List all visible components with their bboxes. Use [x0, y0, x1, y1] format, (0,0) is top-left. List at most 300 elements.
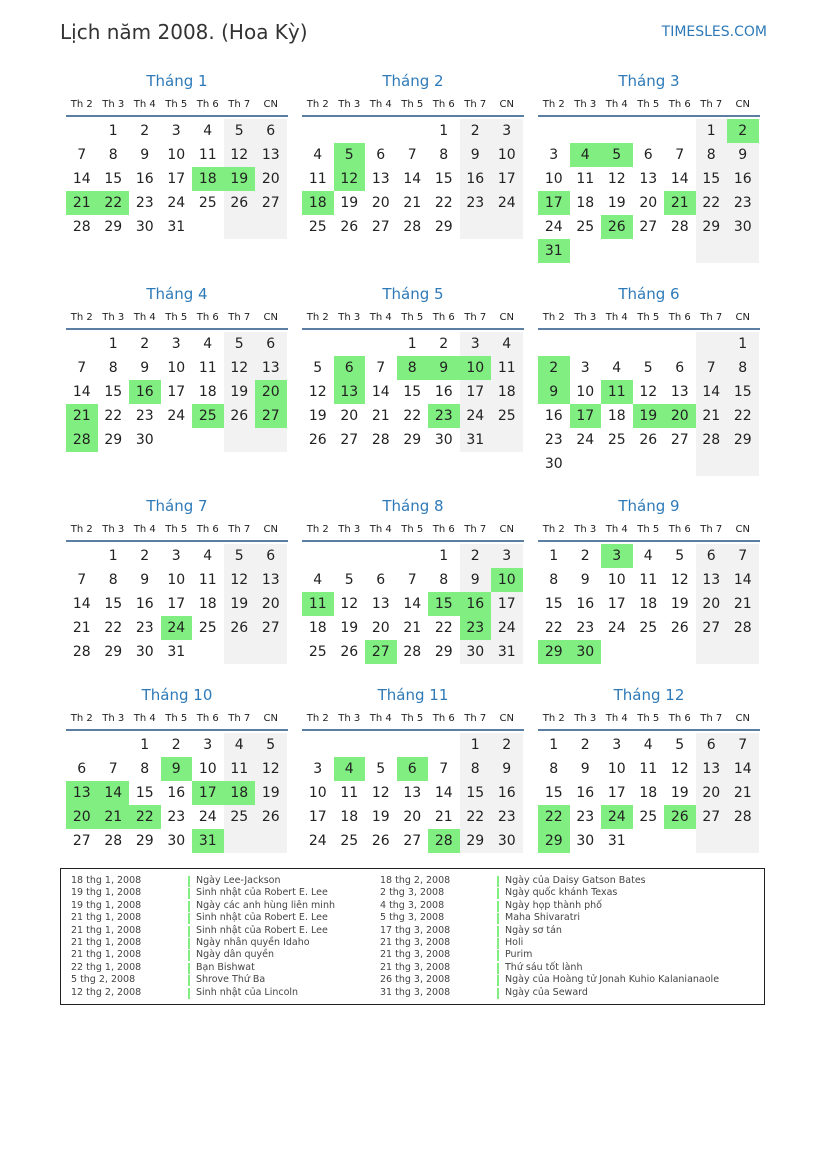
- day-cell[interactable]: 3: [171, 336, 181, 352]
- day-cell[interactable]: 10: [198, 761, 217, 777]
- day-cell[interactable]: 12: [371, 785, 390, 801]
- day-cell[interactable]: 28: [66, 428, 98, 452]
- day-cell[interactable]: 29: [538, 640, 570, 664]
- day-cell[interactable]: 13: [639, 171, 658, 187]
- day-cell[interactable]: 1: [727, 332, 759, 356]
- day-cell[interactable]: 7: [407, 147, 417, 163]
- day-cell[interactable]: 31: [460, 428, 492, 452]
- day-cell[interactable]: 13: [66, 781, 98, 805]
- day-cell[interactable]: 3: [313, 761, 323, 777]
- day-cell[interactable]: 13: [403, 785, 422, 801]
- day-cell[interactable]: 15: [104, 171, 123, 187]
- day-cell[interactable]: 14: [72, 171, 91, 187]
- day-cell[interactable]: 9: [491, 757, 523, 781]
- day-cell[interactable]: 25: [491, 404, 523, 428]
- day-cell[interactable]: 21: [66, 191, 98, 215]
- day-cell[interactable]: 14: [727, 757, 759, 781]
- day-cell[interactable]: 12: [224, 568, 256, 592]
- day-cell[interactable]: 14: [727, 568, 759, 592]
- day-cell[interactable]: 23: [460, 191, 492, 215]
- day-cell[interactable]: 21: [696, 404, 728, 428]
- day-cell[interactable]: 29: [104, 644, 123, 660]
- day-cell[interactable]: 12: [334, 167, 366, 191]
- day-cell[interactable]: 25: [198, 620, 217, 636]
- day-cell[interactable]: 22: [129, 805, 161, 829]
- day-cell[interactable]: 5: [334, 143, 366, 167]
- day-cell[interactable]: 2: [439, 336, 449, 352]
- day-cell[interactable]: 26: [255, 805, 287, 829]
- day-cell[interactable]: 24: [491, 191, 523, 215]
- day-cell[interactable]: 27: [696, 616, 728, 640]
- day-cell[interactable]: 14: [72, 596, 91, 612]
- day-cell[interactable]: 16: [460, 167, 492, 191]
- day-cell[interactable]: 4: [570, 143, 602, 167]
- day-cell[interactable]: 29: [403, 432, 422, 448]
- day-cell[interactable]: 23: [135, 408, 154, 424]
- day-cell[interactable]: 7: [696, 356, 728, 380]
- day-cell[interactable]: 1: [439, 548, 449, 564]
- day-cell[interactable]: 15: [135, 785, 154, 801]
- day-cell[interactable]: 12: [670, 572, 689, 588]
- day-cell[interactable]: 10: [460, 356, 492, 380]
- day-cell[interactable]: 22: [727, 404, 759, 428]
- day-cell[interactable]: 19: [670, 596, 689, 612]
- day-cell[interactable]: 5: [224, 332, 256, 356]
- day-cell[interactable]: 29: [727, 428, 759, 452]
- day-cell[interactable]: 19: [633, 404, 665, 428]
- day-cell[interactable]: 16: [544, 408, 563, 424]
- day-cell[interactable]: 1: [549, 737, 559, 753]
- day-cell[interactable]: 27: [72, 833, 91, 849]
- day-cell[interactable]: 3: [601, 544, 633, 568]
- day-cell[interactable]: 18: [198, 596, 217, 612]
- day-cell[interactable]: 16: [576, 785, 595, 801]
- day-cell[interactable]: 16: [491, 781, 523, 805]
- day-cell[interactable]: 18: [340, 809, 359, 825]
- day-cell[interactable]: 17: [491, 592, 523, 616]
- day-cell[interactable]: 2: [491, 733, 523, 757]
- day-cell[interactable]: 25: [224, 805, 256, 829]
- day-cell[interactable]: 12: [639, 384, 658, 400]
- day-cell[interactable]: 21: [727, 592, 759, 616]
- day-cell[interactable]: 24: [167, 408, 186, 424]
- day-cell[interactable]: 25: [340, 833, 359, 849]
- day-cell[interactable]: 20: [340, 408, 359, 424]
- day-cell[interactable]: 11: [576, 171, 595, 187]
- day-cell[interactable]: 4: [491, 332, 523, 356]
- day-cell[interactable]: 23: [428, 404, 460, 428]
- day-cell[interactable]: 11: [224, 757, 256, 781]
- day-cell[interactable]: 22: [98, 191, 130, 215]
- day-cell[interactable]: 8: [397, 356, 429, 380]
- day-cell[interactable]: 28: [403, 644, 422, 660]
- day-cell[interactable]: 1: [108, 336, 118, 352]
- day-cell[interactable]: 7: [675, 147, 685, 163]
- day-cell[interactable]: 8: [140, 761, 150, 777]
- day-cell[interactable]: 14: [371, 384, 390, 400]
- day-cell[interactable]: 6: [675, 360, 685, 376]
- day-cell[interactable]: 28: [670, 219, 689, 235]
- day-cell[interactable]: 18: [224, 781, 256, 805]
- day-cell[interactable]: 26: [371, 833, 390, 849]
- day-cell[interactable]: 16: [576, 596, 595, 612]
- day-cell[interactable]: 20: [639, 195, 658, 211]
- day-cell[interactable]: 8: [549, 761, 559, 777]
- day-cell[interactable]: 20: [403, 809, 422, 825]
- day-cell[interactable]: 2: [538, 356, 570, 380]
- day-cell[interactable]: 6: [376, 147, 386, 163]
- day-cell[interactable]: 23: [135, 195, 154, 211]
- day-cell[interactable]: 2: [580, 548, 590, 564]
- day-cell[interactable]: 4: [203, 123, 213, 139]
- day-cell[interactable]: 14: [670, 171, 689, 187]
- day-cell[interactable]: 14: [403, 596, 422, 612]
- day-cell[interactable]: 12: [224, 143, 256, 167]
- day-cell[interactable]: 17: [607, 785, 626, 801]
- day-cell[interactable]: 22: [104, 408, 123, 424]
- day-cell[interactable]: 8: [108, 360, 118, 376]
- day-cell[interactable]: 20: [255, 592, 287, 616]
- day-cell[interactable]: 18: [302, 191, 334, 215]
- day-cell[interactable]: 15: [104, 596, 123, 612]
- day-cell[interactable]: 4: [224, 733, 256, 757]
- day-cell[interactable]: 25: [308, 219, 327, 235]
- day-cell[interactable]: 6: [255, 544, 287, 568]
- day-cell[interactable]: 20: [696, 592, 728, 616]
- day-cell[interactable]: 28: [727, 616, 759, 640]
- day-cell[interactable]: 27: [255, 191, 287, 215]
- day-cell[interactable]: 30: [727, 215, 759, 239]
- day-cell[interactable]: 10: [308, 785, 327, 801]
- day-cell[interactable]: 6: [255, 332, 287, 356]
- day-cell[interactable]: 5: [344, 572, 354, 588]
- day-cell[interactable]: 4: [643, 737, 653, 753]
- day-cell[interactable]: 9: [140, 147, 150, 163]
- day-cell[interactable]: 29: [434, 644, 453, 660]
- day-cell[interactable]: 18: [308, 620, 327, 636]
- day-cell[interactable]: 8: [727, 356, 759, 380]
- day-cell[interactable]: 19: [224, 380, 256, 404]
- day-cell[interactable]: 2: [140, 548, 150, 564]
- day-cell[interactable]: 21: [403, 195, 422, 211]
- day-cell[interactable]: 28: [371, 432, 390, 448]
- day-cell[interactable]: 12: [607, 171, 626, 187]
- day-cell[interactable]: 11: [491, 356, 523, 380]
- day-cell[interactable]: 1: [407, 336, 417, 352]
- day-cell[interactable]: 5: [224, 119, 256, 143]
- day-cell[interactable]: 20: [255, 167, 287, 191]
- day-cell[interactable]: 9: [460, 568, 492, 592]
- day-cell[interactable]: 1: [439, 123, 449, 139]
- day-cell[interactable]: 5: [675, 737, 685, 753]
- day-cell[interactable]: 2: [727, 119, 759, 143]
- day-cell[interactable]: 24: [308, 833, 327, 849]
- day-cell[interactable]: 30: [491, 829, 523, 853]
- day-cell[interactable]: 30: [434, 432, 453, 448]
- day-cell[interactable]: 11: [302, 592, 334, 616]
- day-cell[interactable]: 30: [576, 833, 595, 849]
- day-cell[interactable]: 21: [727, 781, 759, 805]
- day-cell[interactable]: 3: [491, 119, 523, 143]
- day-cell[interactable]: 21: [72, 620, 91, 636]
- day-cell[interactable]: 13: [255, 356, 287, 380]
- day-cell[interactable]: 31: [538, 239, 570, 263]
- day-cell[interactable]: 22: [538, 805, 570, 829]
- day-cell[interactable]: 26: [224, 404, 256, 428]
- day-cell[interactable]: 23: [544, 432, 563, 448]
- day-cell[interactable]: 28: [403, 219, 422, 235]
- day-cell[interactable]: 8: [460, 757, 492, 781]
- day-cell[interactable]: 17: [538, 191, 570, 215]
- day-cell[interactable]: 9: [580, 761, 590, 777]
- day-cell[interactable]: 3: [549, 147, 559, 163]
- day-cell[interactable]: 10: [491, 143, 523, 167]
- site-link[interactable]: TIMESLES.COM: [661, 24, 767, 40]
- day-cell[interactable]: 13: [334, 380, 366, 404]
- day-cell[interactable]: 6: [334, 356, 366, 380]
- day-cell[interactable]: 28: [72, 219, 91, 235]
- day-cell[interactable]: 17: [167, 384, 186, 400]
- day-cell[interactable]: 7: [77, 147, 87, 163]
- day-cell[interactable]: 21: [403, 620, 422, 636]
- day-cell[interactable]: 6: [696, 544, 728, 568]
- day-cell[interactable]: 29: [104, 219, 123, 235]
- day-cell[interactable]: 19: [670, 785, 689, 801]
- day-cell[interactable]: 3: [171, 123, 181, 139]
- day-cell[interactable]: 30: [135, 432, 154, 448]
- day-cell[interactable]: 15: [544, 596, 563, 612]
- day-cell[interactable]: 13: [255, 143, 287, 167]
- day-cell[interactable]: 17: [192, 781, 224, 805]
- day-cell[interactable]: 30: [135, 219, 154, 235]
- day-cell[interactable]: 20: [371, 620, 390, 636]
- day-cell[interactable]: 20: [66, 805, 98, 829]
- day-cell[interactable]: 13: [696, 568, 728, 592]
- day-cell[interactable]: 5: [376, 761, 386, 777]
- day-cell[interactable]: 14: [434, 785, 453, 801]
- day-cell[interactable]: 3: [460, 332, 492, 356]
- day-cell[interactable]: 3: [580, 360, 590, 376]
- day-cell[interactable]: 7: [727, 733, 759, 757]
- day-cell[interactable]: 13: [371, 171, 390, 187]
- day-cell[interactable]: 25: [308, 644, 327, 660]
- day-cell[interactable]: 7: [727, 544, 759, 568]
- day-cell[interactable]: 28: [428, 829, 460, 853]
- day-cell[interactable]: 12: [224, 356, 256, 380]
- day-cell[interactable]: 12: [308, 384, 327, 400]
- day-cell[interactable]: 10: [167, 572, 186, 588]
- day-cell[interactable]: 16: [460, 592, 492, 616]
- day-cell[interactable]: 10: [576, 384, 595, 400]
- day-cell[interactable]: 15: [696, 167, 728, 191]
- day-cell[interactable]: 11: [639, 572, 658, 588]
- day-cell[interactable]: 6: [397, 757, 429, 781]
- day-cell[interactable]: 8: [696, 143, 728, 167]
- day-cell[interactable]: 7: [439, 761, 449, 777]
- day-cell[interactable]: 3: [491, 544, 523, 568]
- day-cell[interactable]: 2: [460, 119, 492, 143]
- day-cell[interactable]: 18: [607, 408, 626, 424]
- day-cell[interactable]: 10: [607, 761, 626, 777]
- day-cell[interactable]: 30: [135, 644, 154, 660]
- day-cell[interactable]: 21: [664, 191, 696, 215]
- day-cell[interactable]: 24: [607, 620, 626, 636]
- day-cell[interactable]: 26: [224, 191, 256, 215]
- day-cell[interactable]: 30: [460, 640, 492, 664]
- day-cell[interactable]: 9: [161, 757, 193, 781]
- day-cell[interactable]: 27: [639, 219, 658, 235]
- day-cell[interactable]: 20: [664, 404, 696, 428]
- day-cell[interactable]: 20: [255, 380, 287, 404]
- day-cell[interactable]: 26: [224, 616, 256, 640]
- day-cell[interactable]: 11: [198, 360, 217, 376]
- day-cell[interactable]: 18: [639, 785, 658, 801]
- day-cell[interactable]: 10: [544, 171, 563, 187]
- day-cell[interactable]: 4: [313, 572, 323, 588]
- day-cell[interactable]: 8: [108, 572, 118, 588]
- day-cell[interactable]: 17: [570, 404, 602, 428]
- day-cell[interactable]: 26: [670, 620, 689, 636]
- day-cell[interactable]: 10: [607, 572, 626, 588]
- day-cell[interactable]: 25: [576, 219, 595, 235]
- day-cell[interactable]: 2: [580, 737, 590, 753]
- day-cell[interactable]: 4: [334, 757, 366, 781]
- day-cell[interactable]: 16: [727, 167, 759, 191]
- day-cell[interactable]: 23: [167, 809, 186, 825]
- day-cell[interactable]: 15: [544, 785, 563, 801]
- day-cell[interactable]: 25: [607, 432, 626, 448]
- day-cell[interactable]: 19: [607, 195, 626, 211]
- day-cell[interactable]: 9: [460, 143, 492, 167]
- day-cell[interactable]: 10: [167, 360, 186, 376]
- day-cell[interactable]: 19: [224, 167, 256, 191]
- day-cell[interactable]: 24: [544, 219, 563, 235]
- day-cell[interactable]: 31: [167, 644, 186, 660]
- day-cell[interactable]: 23: [576, 620, 595, 636]
- day-cell[interactable]: 18: [198, 384, 217, 400]
- day-cell[interactable]: 19: [224, 592, 256, 616]
- day-cell[interactable]: 7: [407, 572, 417, 588]
- day-cell[interactable]: 14: [696, 380, 728, 404]
- day-cell[interactable]: 28: [104, 833, 123, 849]
- day-cell[interactable]: 12: [340, 596, 359, 612]
- day-cell[interactable]: 22: [434, 620, 453, 636]
- day-cell[interactable]: 23: [491, 805, 523, 829]
- day-cell[interactable]: 15: [727, 380, 759, 404]
- day-cell[interactable]: 26: [308, 432, 327, 448]
- day-cell[interactable]: 1: [108, 548, 118, 564]
- day-cell[interactable]: 24: [198, 809, 217, 825]
- day-cell[interactable]: 7: [77, 572, 87, 588]
- day-cell[interactable]: 2: [140, 336, 150, 352]
- day-cell[interactable]: 16: [135, 596, 154, 612]
- day-cell[interactable]: 23: [576, 809, 595, 825]
- day-cell[interactable]: 29: [460, 829, 492, 853]
- day-cell[interactable]: 24: [576, 432, 595, 448]
- day-cell[interactable]: 6: [255, 119, 287, 143]
- day-cell[interactable]: 24: [167, 195, 186, 211]
- day-cell[interactable]: 2: [171, 737, 181, 753]
- day-cell[interactable]: 22: [434, 195, 453, 211]
- day-cell[interactable]: 4: [203, 548, 213, 564]
- day-cell[interactable]: 23: [135, 620, 154, 636]
- day-cell[interactable]: 7: [108, 761, 118, 777]
- day-cell[interactable]: 12: [670, 761, 689, 777]
- day-cell[interactable]: 6: [77, 761, 87, 777]
- day-cell[interactable]: 15: [403, 384, 422, 400]
- day-cell[interactable]: 27: [340, 432, 359, 448]
- day-cell[interactable]: 29: [434, 219, 453, 235]
- day-cell[interactable]: 5: [255, 733, 287, 757]
- day-cell[interactable]: 17: [607, 596, 626, 612]
- day-cell[interactable]: 30: [544, 456, 563, 472]
- day-cell[interactable]: 29: [696, 215, 728, 239]
- day-cell[interactable]: 8: [549, 572, 559, 588]
- day-cell[interactable]: 31: [607, 833, 626, 849]
- day-cell[interactable]: 16: [135, 171, 154, 187]
- day-cell[interactable]: 11: [340, 785, 359, 801]
- day-cell[interactable]: 15: [460, 781, 492, 805]
- day-cell[interactable]: 28: [696, 428, 728, 452]
- day-cell[interactable]: 4: [643, 548, 653, 564]
- day-cell[interactable]: 31: [192, 829, 224, 853]
- day-cell[interactable]: 26: [340, 644, 359, 660]
- day-cell[interactable]: 5: [601, 143, 633, 167]
- day-cell[interactable]: 27: [670, 432, 689, 448]
- day-cell[interactable]: 12: [255, 757, 287, 781]
- day-cell[interactable]: 13: [371, 596, 390, 612]
- day-cell[interactable]: 19: [371, 809, 390, 825]
- day-cell[interactable]: 17: [308, 809, 327, 825]
- day-cell[interactable]: 8: [439, 572, 449, 588]
- day-cell[interactable]: 5: [224, 544, 256, 568]
- day-cell[interactable]: 9: [727, 143, 759, 167]
- day-cell[interactable]: 15: [428, 592, 460, 616]
- day-cell[interactable]: 24: [601, 805, 633, 829]
- day-cell[interactable]: 17: [167, 171, 186, 187]
- day-cell[interactable]: 18: [491, 380, 523, 404]
- day-cell[interactable]: 1: [108, 123, 118, 139]
- day-cell[interactable]: 29: [538, 829, 570, 853]
- day-cell[interactable]: 5: [643, 360, 653, 376]
- day-cell[interactable]: 6: [643, 147, 653, 163]
- day-cell[interactable]: 25: [639, 620, 658, 636]
- day-cell[interactable]: 13: [696, 757, 728, 781]
- day-cell[interactable]: 27: [371, 219, 390, 235]
- day-cell[interactable]: 25: [192, 404, 224, 428]
- day-cell[interactable]: 9: [140, 572, 150, 588]
- day-cell[interactable]: 26: [601, 215, 633, 239]
- day-cell[interactable]: 21: [98, 805, 130, 829]
- day-cell[interactable]: 15: [434, 171, 453, 187]
- day-cell[interactable]: 21: [371, 408, 390, 424]
- day-cell[interactable]: 3: [203, 737, 213, 753]
- day-cell[interactable]: 14: [403, 171, 422, 187]
- day-cell[interactable]: 9: [580, 572, 590, 588]
- day-cell[interactable]: 29: [135, 833, 154, 849]
- day-cell[interactable]: 4: [313, 147, 323, 163]
- day-cell[interactable]: 16: [129, 380, 161, 404]
- day-cell[interactable]: 24: [161, 616, 193, 640]
- day-cell[interactable]: 30: [167, 833, 186, 849]
- day-cell[interactable]: 15: [104, 384, 123, 400]
- day-cell[interactable]: 2: [140, 123, 150, 139]
- day-cell[interactable]: 11: [198, 572, 217, 588]
- day-cell[interactable]: 7: [376, 360, 386, 376]
- day-cell[interactable]: 28: [727, 805, 759, 829]
- day-cell[interactable]: 22: [696, 191, 728, 215]
- day-cell[interactable]: 8: [439, 147, 449, 163]
